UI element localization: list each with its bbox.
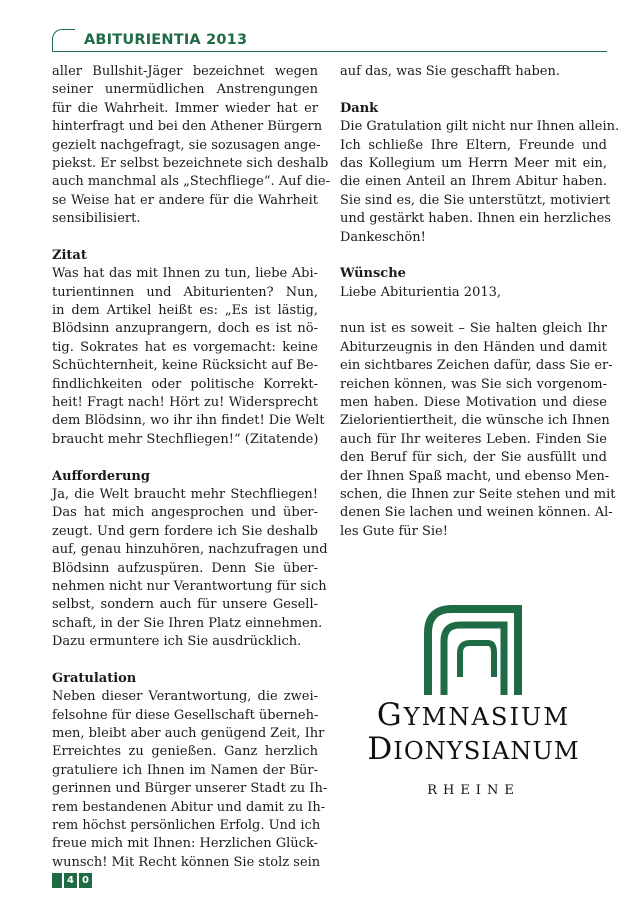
text-line: der Ihnen Spaß macht, und ebenso Men- (340, 468, 610, 484)
text-line: in dem Artikel heißt es: „Es ist lästig, (52, 303, 318, 319)
text-line: les Gute für Sie! (340, 523, 448, 539)
text-line: Zielorientiertheit, die wünsche ich Ihnen (340, 413, 610, 429)
wuensche-paragraph (340, 320, 616, 541)
text-line: Schüchternheit, keine Rücksicht auf Be- (52, 358, 318, 374)
text-line: braucht mehr Stechfliegen!“ (Zitatende) (52, 431, 319, 447)
header-rule (52, 51, 607, 52)
text-line: se Weise hat er andere für die Wahrheit (52, 192, 318, 208)
left-text-column (52, 63, 331, 872)
text-line: auf das, was Sie geschafft haben. (340, 64, 560, 79)
text-line: den Beruf für sich, der Sie ausfüllt und (340, 450, 607, 466)
logo-text-gymnasium: GYMNASIUM (376, 697, 571, 733)
text-line: men, bleibt aber auch genügend Zeit, Ihr (52, 726, 325, 742)
text-line: tig. Sokrates hat es vorgemacht: keine (52, 339, 318, 355)
text-line: nehmen nicht nur Verantwortung für sich (52, 578, 327, 594)
text-line: dem Blödsinn, wo ihr ihn findet! Die Welt (52, 413, 325, 429)
text-line: aller Bullshit-Jäger bezeichnet wegen (52, 64, 318, 79)
text-line: rem höchst persönlichen Erfolg. Und ich (52, 818, 321, 834)
text-line: für die Wahrheit. Immer wieder hat er (52, 100, 318, 116)
logo-text-dionysianum: DIONYSIANUM (367, 731, 580, 767)
text-line: Blödsinn aufzuspüren. Denn Sie über- (52, 560, 318, 576)
text-line: men haben. Diese Motivation und diese (340, 395, 607, 411)
text-line: auch manchmal als „Stechfliege“. Auf die- (52, 174, 331, 190)
section-heading-aufforderung: Aufforderung (52, 468, 150, 484)
right-text-column (340, 63, 620, 541)
running-header-title: ABITURIENTIA 2013 (84, 32, 248, 48)
text-line: Die Gratulation gilt nicht nur Ihnen allein. (340, 119, 620, 135)
page-number-digit: 0 (79, 873, 92, 888)
text-line: gerinnen und Bürger unserer Stadt zu Ih- (52, 781, 328, 797)
zitat-paragraph (52, 265, 325, 449)
section-heading-dank: Dank (340, 100, 379, 116)
text-line: hinterfragt und bei den Athener Bürgern (52, 119, 323, 135)
page-number (52, 873, 92, 888)
text-line: findlichkeiten oder politische Korrekt- (52, 376, 318, 392)
text-line: nun ist es soweit – Sie halten gleich Ihr (340, 321, 607, 337)
aufforderung-paragraph (52, 486, 328, 652)
text-line: auch für Ihr weiteres Leben. Finden Sie (340, 431, 607, 447)
school-logo (340, 605, 607, 805)
text-line: wunsch! Mit Recht können Sie stolz sein (52, 854, 321, 870)
text-line: Blödsinn anzuprangern, doch es ist nö- (52, 321, 318, 337)
section-heading-zitat: Zitat (52, 247, 87, 263)
text-line: heit! Fragt nach! Hört zu! Widersprecht (52, 395, 318, 411)
text-line: selbst, sondern auch für unsere Gesell- (52, 597, 318, 613)
text-line: schaft, in der Sie Ihren Platz einnehmen. (52, 615, 323, 631)
gratulation-paragraph (52, 688, 328, 872)
page-number-digit: 4 (64, 873, 77, 888)
logo-text-rheine: RHEINE (427, 783, 520, 798)
text-line: auf, genau hinzuhören, nachzufragen und (52, 542, 328, 558)
dank-paragraph (340, 118, 620, 247)
text-line: Das hat mich angesprochen und über- (52, 505, 318, 521)
text-line: Sie sind es, die Sie unterstützt, motiviert (340, 192, 611, 208)
text-line: denen Sie lachen und weinen können. Al- (340, 505, 613, 521)
text-line: Dazu ermuntere ich Sie ausdrücklich. (52, 634, 302, 650)
salutation: Liebe Abiturientia 2013, (340, 284, 502, 300)
section-heading-gratulation: Gratulation (52, 670, 137, 686)
text-line: seiner unermüdlichen Anstrengungen (52, 82, 318, 98)
text-line: Neben dieser Verantwortung, die zwei- (52, 689, 318, 705)
text-line: Was hat das mit Ihnen zu tun, liebe Abi- (52, 266, 318, 282)
text-line: rem bestandenen Abitur und damit zu Ih- (52, 799, 326, 815)
text-line: Abiturzeugnis in den Händen und damit (340, 339, 607, 355)
text-line: Ja, die Welt braucht mehr Stechfliegen! (52, 486, 318, 502)
text-line: die einen Anteil an Ihrem Abitur haben. (340, 174, 607, 190)
intro-paragraph (52, 63, 331, 229)
text-line: Dankeschön! (340, 229, 426, 245)
header-tab-decoration (52, 29, 75, 51)
text-line: schen, die Ihnen zur Seite stehen und mit (340, 486, 616, 502)
text-line: ein sichtbares Zeichen dafür, dass Sie er- (340, 358, 613, 374)
text-line: Erreichtes zu genießen. Ganz herzlich (52, 744, 318, 760)
text-line: und gestärkt haben. Ihnen ein herzliches (340, 211, 611, 227)
text-line: zeugt. Und gern fordere ich Sie deshalb (52, 523, 318, 539)
text-line: das Kollegium um Herrn Meer mit ein, (340, 155, 607, 171)
text-line: turientinnen und Abiturienten? Nun, (52, 284, 318, 300)
section-heading-wuensche: Wünsche (340, 266, 406, 282)
text-line: gratuliere ich Ihnen im Namen der Bür- (52, 762, 318, 778)
text-line: gezielt nachgefragt, sie sozusagen ange- (52, 137, 321, 153)
text-line: reichen können, was Sie sich vorgenom- (340, 376, 607, 392)
text-line: felsohne für diese Gesellschaft überneh- (52, 707, 319, 723)
page-number-block (52, 873, 62, 888)
text-line: freue mich mit Ihnen: Herzlichen Glück- (52, 836, 318, 852)
arch-emblem-icon (422, 605, 522, 695)
text-line: sensibilisiert. (52, 211, 141, 227)
text-line: Ich schließe Ihre Eltern, Freunde und (340, 137, 607, 153)
text-line: piekst. Er selbst bezeichnete sich deshalb (52, 155, 329, 171)
